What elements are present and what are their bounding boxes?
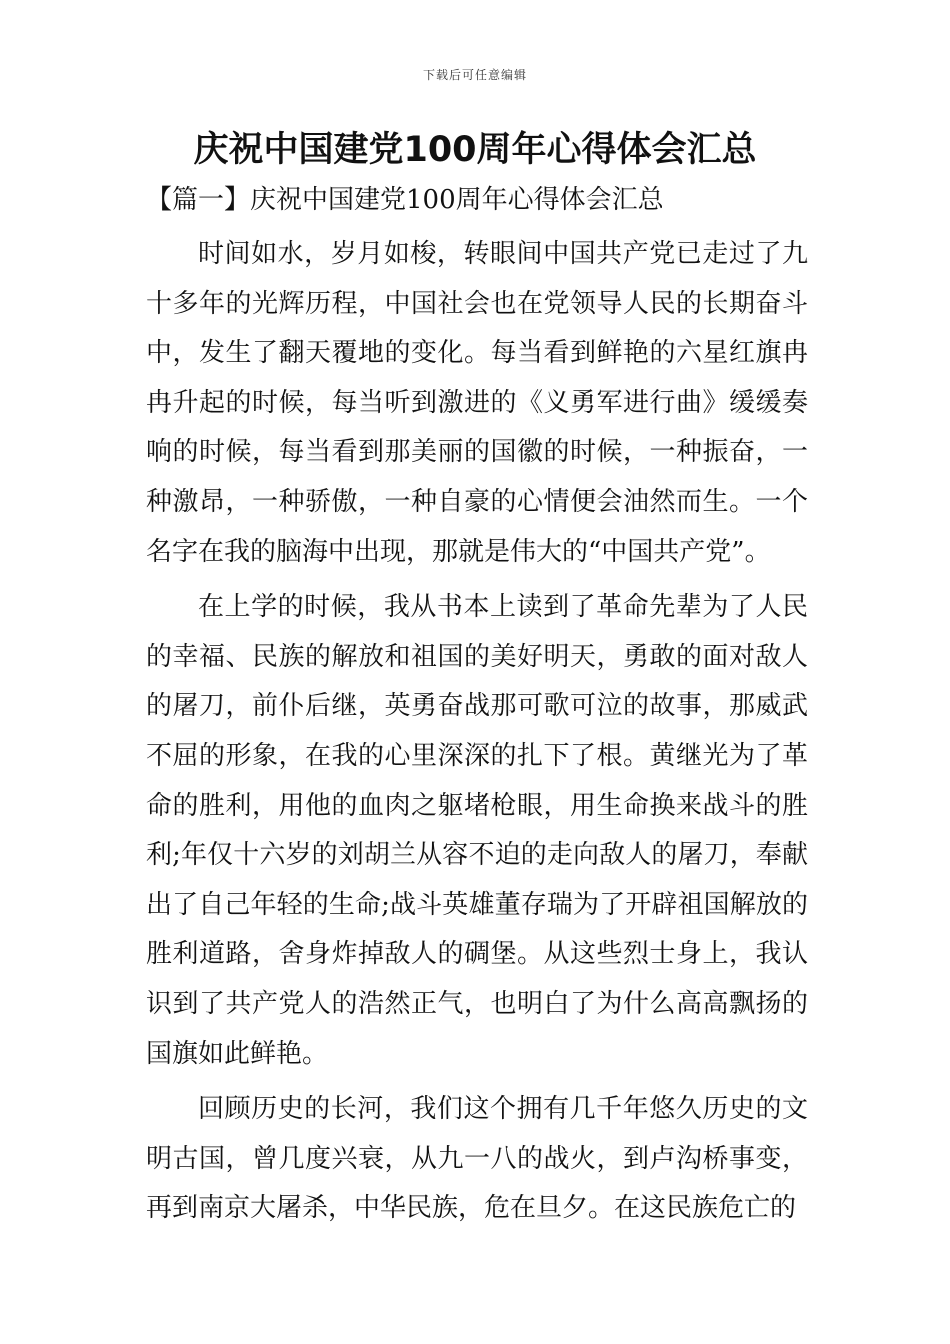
document-body	[146, 180, 808, 1234]
paragraph: 在上学的时候，我从书本上读到了革命先辈为了人民的幸福、民族的解放和祖国的美好明天，勇敢的面对敌人的屠刀，前仆后继，英勇奋战那可歌可泣的故事，那威武不屈的形象，在我的心里深深的扎下了根。黄继光为了革命的胜利，用他的血肉之躯堵枪眼，用生命换来战斗的胜利;年仅十六岁的刘胡兰从容不迫的走向敌人的屠刀，奉献出了自己年轻的生命;战斗英雄董存瑞为了开辟祖国解放的胜利道路，舍身炸掉敌人的碉堡。从这些烈士身上，我认识到了共产党人的浩然正气，也明白了为什么高高飘扬的国旗如此鲜艳。	[146, 592, 808, 1069]
section-heading: 【篇一】庆祝中国建党100周年心得体会汇总	[146, 185, 664, 215]
paragraph: 时间如水，岁月如梭，转眼间中国共产党已走过了九十多年的光辉历程，中国社会也在党领导人民的长期奋斗中，发生了翻天覆地的变化。每当看到鲜艳的六星红旗冉冉升起的时候，每当听到激进的《义勇军进行曲》缓缓奏响的时候，每当看到那美丽的国徽的时候，一种振奋，一种激昂，一种骄傲，一种自豪的心情便会油然而生。一个名字在我的脑海中出现，那就是伟大的“中国共产党”。	[146, 239, 808, 567]
document-title: 庆祝中国建党100周年心得体会汇总	[193, 130, 757, 170]
paragraph: 回顾历史的长河，我们这个拥有几千年悠久历史的文明古国，曾几度兴衰，从九一八的战火，到卢沟桥事变，再到南京大屠杀，中华民族，危在旦夕。在这民族危亡的	[146, 1094, 808, 1224]
header-note: 下载后可任意编辑	[422, 68, 527, 82]
